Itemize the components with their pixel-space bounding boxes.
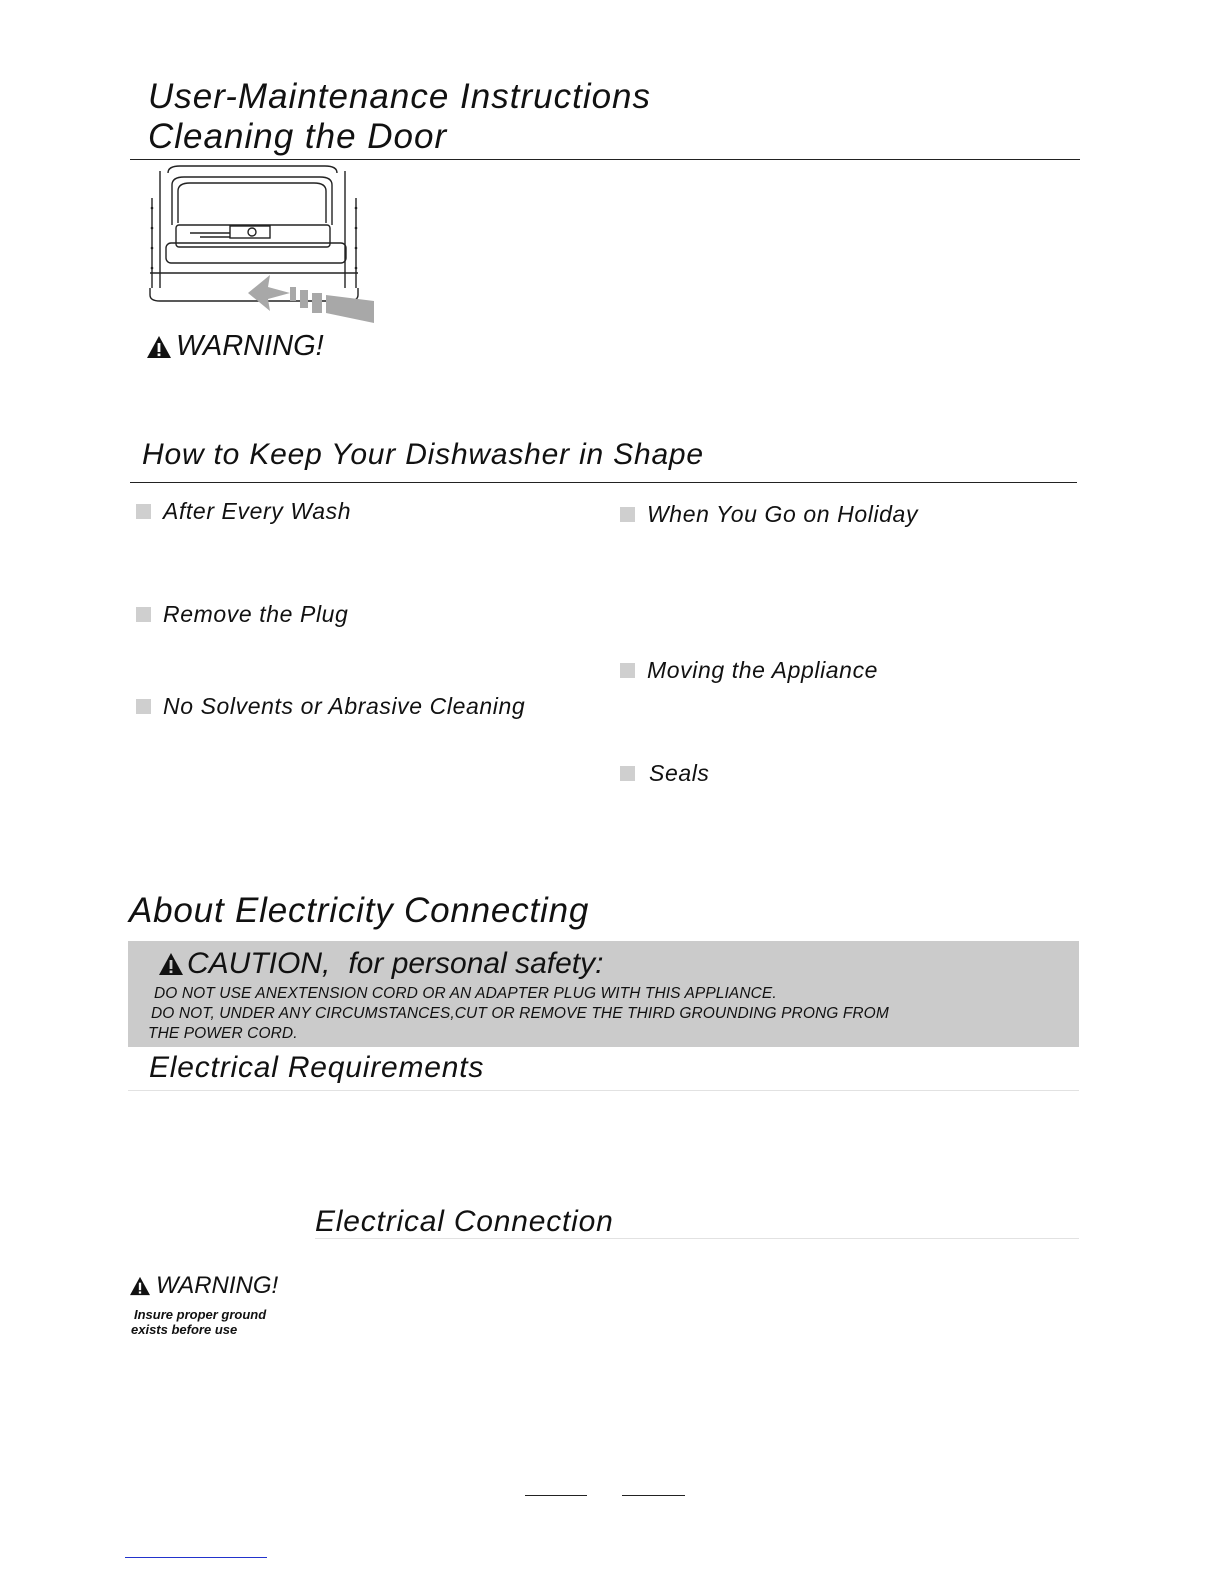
footer-rule-right	[622, 1495, 685, 1496]
bullet-square-icon	[620, 507, 635, 522]
bullet-square-icon	[136, 699, 151, 714]
warning-triangle-icon	[146, 335, 172, 359]
electrical-requirements-title: Electrical Requirements	[149, 1051, 485, 1084]
shape-section-rule	[130, 482, 1077, 483]
electrical-connection-title: Electrical Connection	[315, 1205, 614, 1238]
requirements-rule	[128, 1090, 1079, 1091]
list-item-seals: Seals	[620, 760, 710, 787]
list-item-moving: Moving the Appliance	[620, 657, 878, 684]
footer-rule-left	[525, 1495, 587, 1496]
bullet-square-icon	[620, 766, 635, 781]
warning-label: WARNING!	[176, 330, 324, 362]
dishwasher-door-illustration	[140, 163, 380, 328]
page-title: User-Maintenance Instructions	[148, 77, 652, 116]
warning-triangle-icon	[129, 1276, 151, 1296]
warning-heading	[146, 330, 324, 363]
list-item-no-solvents: No Solvents or Abrasive Cleaning	[136, 693, 525, 720]
list-item-remove-plug: Remove the Plug	[136, 601, 348, 628]
caution-heading	[158, 947, 603, 981]
footer-link-underline[interactable]	[125, 1557, 267, 1558]
bullet-square-icon	[136, 504, 151, 519]
caution-subtitle: for personal safety:	[348, 947, 604, 980]
connection-rule	[315, 1238, 1079, 1239]
caution-box	[128, 941, 1079, 1047]
section-title-shape: How to Keep Your Dishwasher in Shape	[142, 438, 704, 471]
warning-2-heading	[129, 1272, 278, 1300]
warning-note-line-1: Insure proper ground	[134, 1307, 267, 1322]
section-title-electricity: About Electricity Connecting	[129, 891, 590, 930]
caution-line-1: DO NOT USE ANEXTENSION CORD OR AN ADAPTER PLUG WITH THIS APPLIANCE.	[154, 985, 777, 1002]
caution-label: CAUTION,	[187, 947, 331, 980]
list-item-holiday: When You Go on Holiday	[620, 501, 918, 528]
page-subtitle: Cleaning the Door	[148, 117, 448, 156]
header-rule	[130, 159, 1080, 160]
caution-line-2: DO NOT, UNDER ANY CIRCUMSTANCES,CUT OR REMOVE THE THIRD GROUNDING PRONG FROM	[151, 1005, 889, 1022]
warning-note-line-2: exists before use	[131, 1322, 238, 1337]
list-item-after-every-wash: After Every Wash	[136, 498, 351, 525]
bullet-square-icon	[136, 607, 151, 622]
warning-2-label: WARNING!	[156, 1272, 279, 1299]
bullet-square-icon	[620, 663, 635, 678]
caution-line-3: THE POWER CORD.	[148, 1025, 298, 1042]
caution-triangle-icon	[158, 952, 184, 976]
